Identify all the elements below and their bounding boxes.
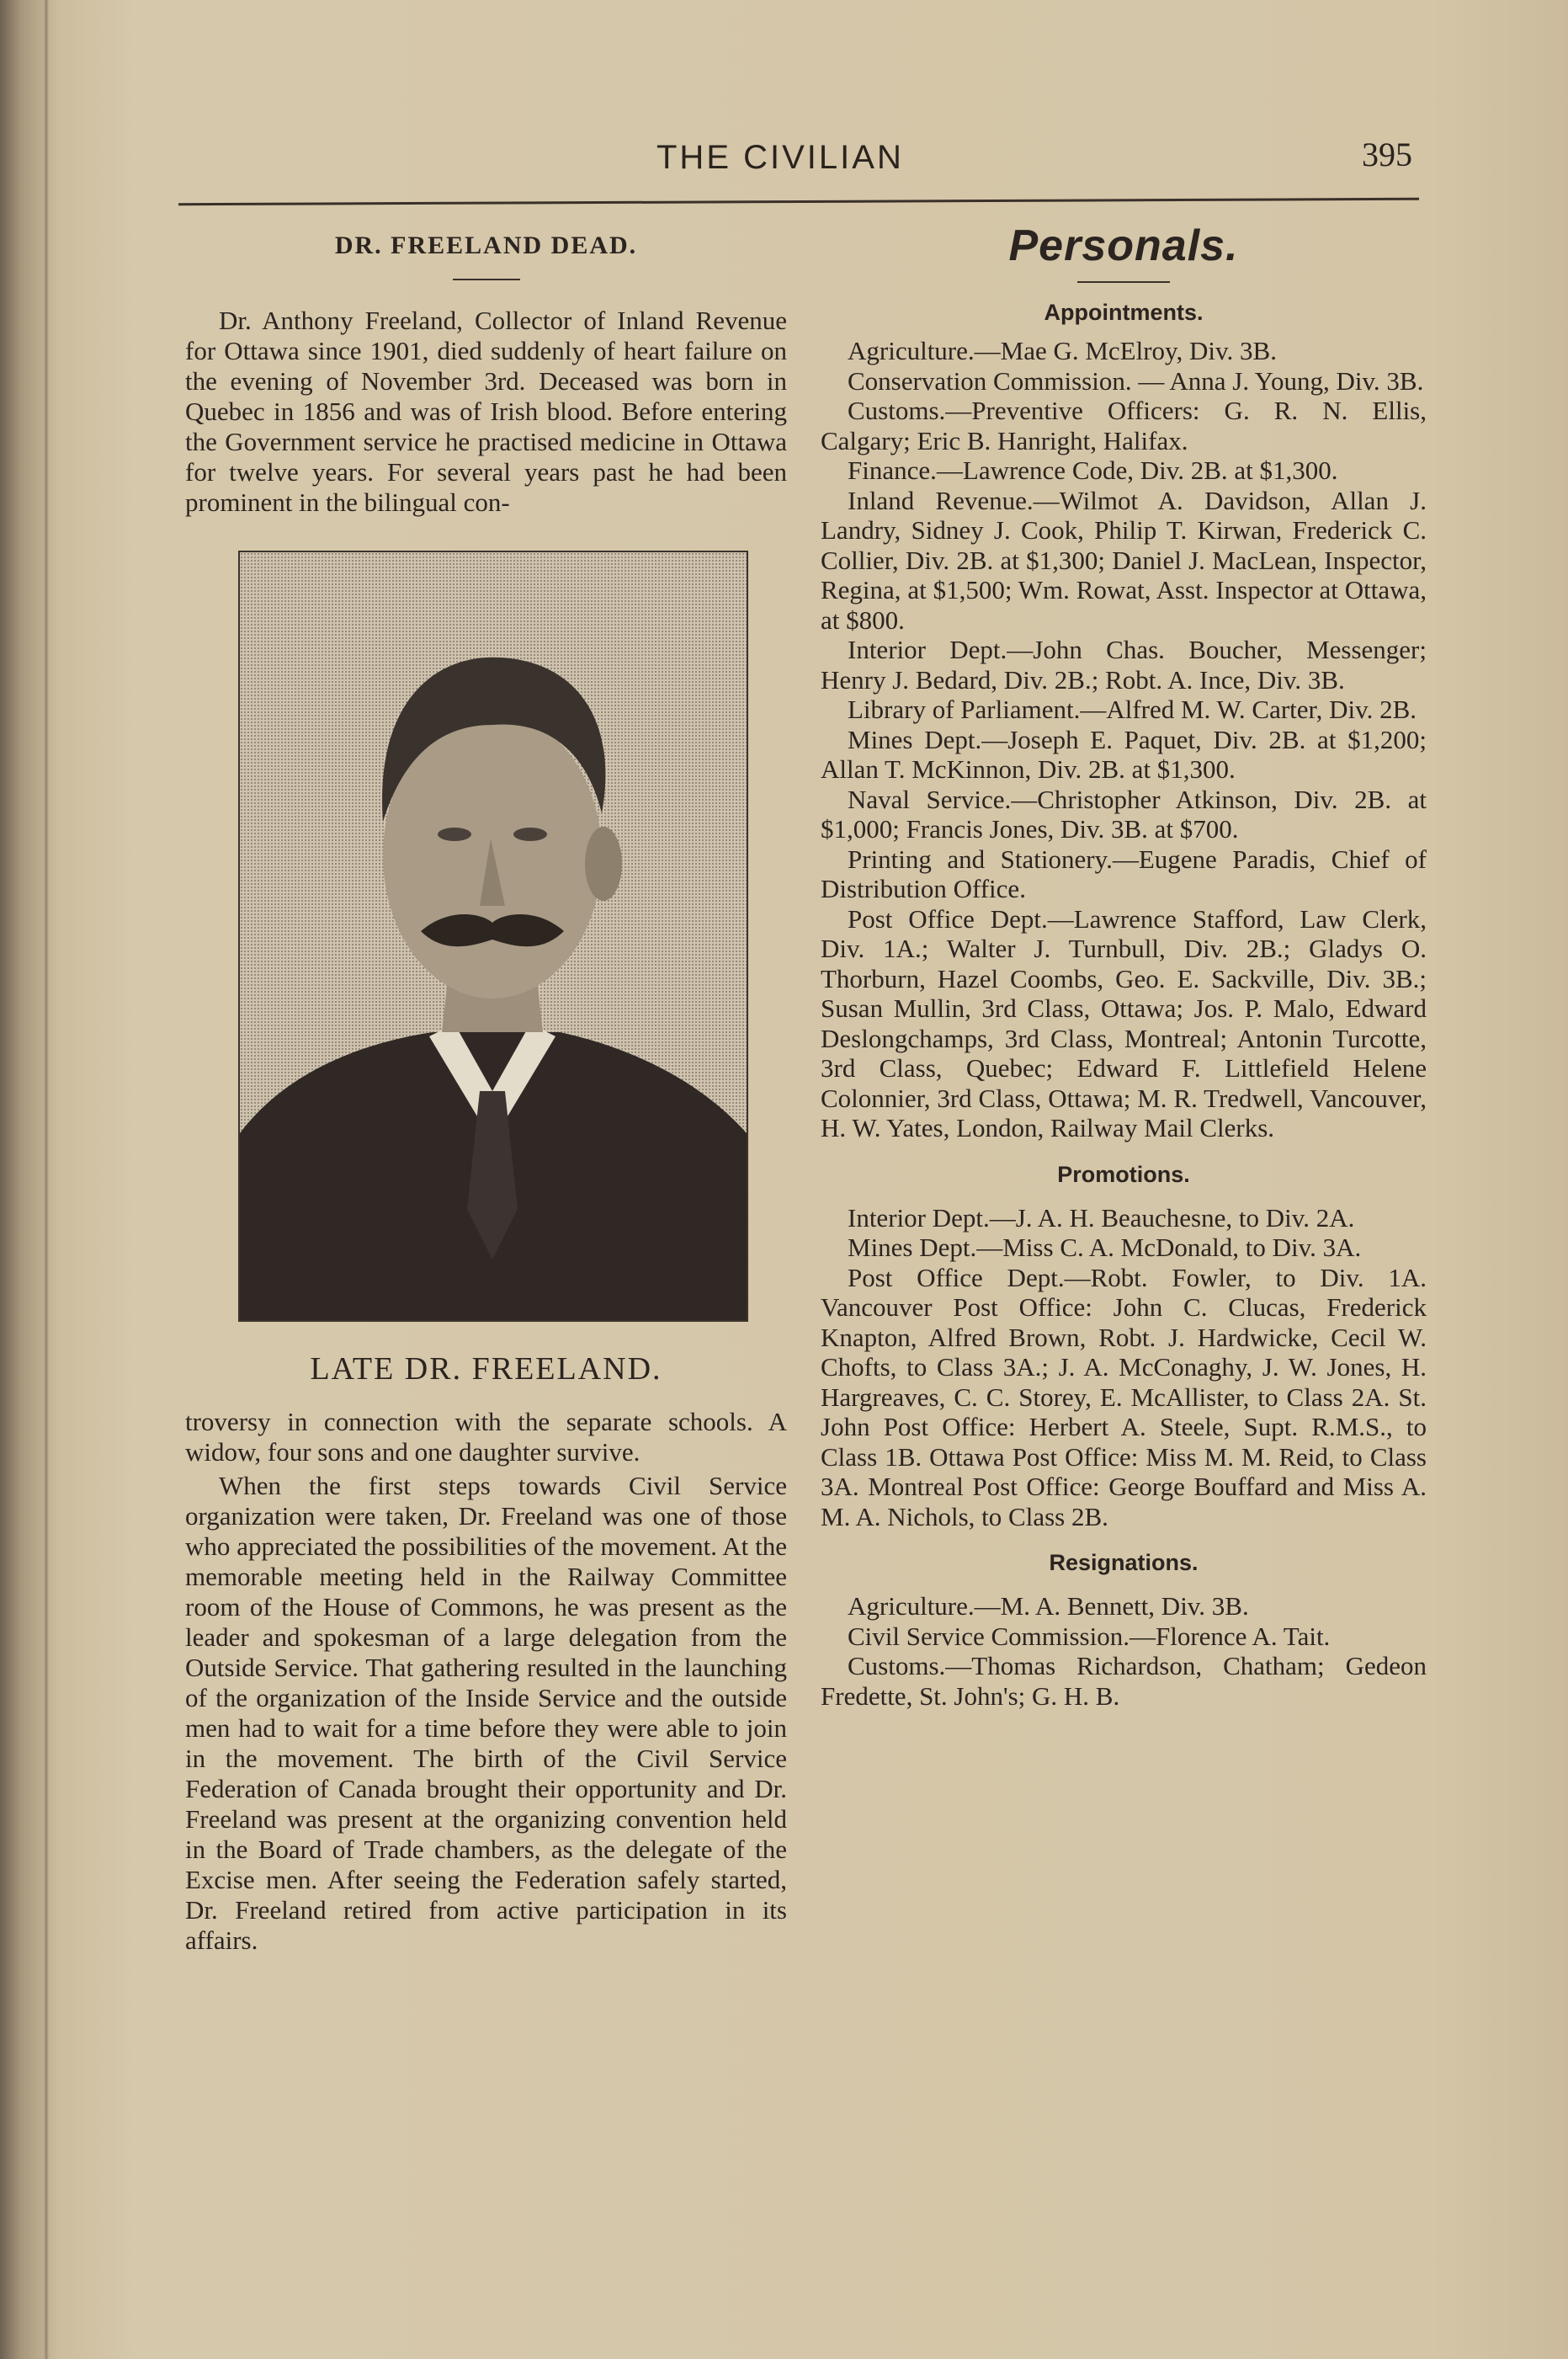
appointments-heading: Appointments. — [1044, 300, 1204, 325]
promotion-entry: Post Office Dept.—Robt. Fowler, to Div. 1A. Vancouver Post Office: John C. Clucas, Frederick Knapton, Alfred Brown, Robt. J. Hardwicke, Cecil W. Chofts, to Class 3A.; J. A. McConaghy, J. W. Jones, H. Hargreaves, C. C. Storey, E. McAllister, to Class 2A. St. John Post Office: Herbert A. Steele, Supt. R.M.S., to Class 1B. Ottawa Post Office: Miss M. M. Reid, to Class 3A. Montreal Post Office: George Bouffard and Miss A. M. A. Nichols, to Class 2B. — [821, 1262, 1427, 1531]
header-rule — [178, 198, 1419, 205]
appointment-entry: Customs.—Preventive Officers: G. R. N. Ellis, Calgary; Eric B. Hanright, Halifax. — [821, 396, 1427, 455]
article-paragraph-3: When the first steps towards Civil Service organization were taken, Dr. Freeland was one of those who appreciated the possibilities of the movement. At the memorable meeting held in the Railway Committee room of the House of Commons, he was present as the leader and spokesman of a large delegation from the Outside Service. That gathering resulted in the launching of the organization of the Inside Service and the outside men had to wait for a time before they were able to join in the movement. The birth of the Civil Service Federation of Canada brought their opportunity and Dr. Freeland was present at the organizing convention held in the Board of Trade chambers, as the delegate of the Excise men. After seeing the Federation safely started, Dr. Freeland retired from active participation in its affairs. — [185, 1471, 787, 1955]
appointment-entry: Conservation Commission. — Anna J. Young, Div. 3B. — [848, 365, 1424, 396]
resignation-entry: Customs.—Thomas Richardson, Chatham; Gedeon Fredette, St. John's; G. H. B. — [821, 1651, 1427, 1711]
promotion-entry: Mines Dept.—Miss C. A. McDonald, to Div. 3A. — [848, 1233, 1362, 1262]
portrait-image — [240, 552, 747, 1320]
binding-gutter — [44, 0, 49, 2359]
article-column — [185, 232, 787, 1956]
appointment-entry: Mines Dept.—Joseph E. Paquet, Div. 2B. at $1,200; Allan T. McKinnon, Div. 2B. at $1,300. — [821, 724, 1427, 784]
page-number: 395 — [1362, 136, 1412, 173]
resignations-heading: Resignations. — [1049, 1550, 1199, 1575]
personals-column — [821, 221, 1427, 1711]
appointment-entry: Post Office Dept.—Lawrence Stafford, Law Clerk, Div. 1A.; Walter J. Turnbull, Div. 2B.; Gladys O. Thorburn, Hazel Coombs, Geo. E. Sackville, Div. 3B.; Susan Mullin, 3rd Class, Ottawa; Jos. P. Malo, Edward Deslongchamps, 3rd Class, Montreal; Antonin Turcotte, 3rd Class, Quebec; Edward F. Littlefield Helene Colonnier, 3rd Class, Ottawa; M. R. Tredwell, Vancouver, H. W. Yates, London, Railway Mail Clerks. — [821, 903, 1427, 1142]
appointment-entry: Finance.—Lawrence Code, Div. 2B. at $1,300. — [848, 455, 1338, 485]
appointment-entry: Interior Dept.—John Chas. Boucher, Messenger; Henry J. Bedard, Div. 2B.; Robt. A. Ince, Div. 3B. — [821, 635, 1427, 695]
appointment-entry: Naval Service.—Christopher Atkinson, Div. 2B. at $1,000; Francis Jones, Div. 3B. at $700. — [821, 784, 1427, 844]
photo-caption: LATE DR. FREELAND. — [310, 1351, 662, 1387]
running-head: THE CIVILIAN — [656, 139, 904, 176]
portrait-figure — [185, 546, 787, 1397]
title-divider — [453, 279, 520, 280]
appointment-entry: Library of Parliament.—Alfred M. W. Carter, Div. 2B. — [848, 695, 1417, 724]
article-paragraph-2: troversy in connection with the separate schools. A widow, four sons and one daughter survive. — [185, 1407, 787, 1467]
article-title: DR. FREELAND DEAD. — [334, 232, 638, 259]
promotion-entry: Interior Dept.—J. A. H. Beauchesne, to Div. 2A. — [848, 1202, 1355, 1233]
resignation-entry: Agriculture.—M. A. Bennett, Div. 3B. — [848, 1591, 1249, 1621]
section-title: Personals. — [1008, 221, 1239, 270]
article-paragraph-1: Dr. Anthony Freeland, Collector of Inland Revenue for Ottawa since 1901, died suddenly of heart failure on the evening of November 3rd. Deceased was born in Quebec in 1856 and was of Irish blood. Before entering the Government service he practised medicine in Ottawa for twelve years. For several years past he had been prominent in the bilingual con- — [185, 306, 787, 517]
section-divider — [1077, 281, 1170, 283]
appointment-entry: Printing and Stationery.—Eugene Paradis, Chief of Distribution Office. — [821, 844, 1427, 903]
portrait-photo — [238, 551, 748, 1322]
resignation-entry: Civil Service Commission.—Florence A. Tait. — [848, 1621, 1331, 1651]
appointment-entry: Agriculture.—Mae G. McElroy, Div. 3B. — [848, 336, 1277, 365]
appointment-entry: Inland Revenue.—Wilmot A. Davidson, Allan J. Landry, Sidney J. Cook, Philip T. Kirwan, Frederick C. Collier, Div. 2B. at $1,300; Daniel J. MacLean, Inspector, Regina, at $1,500; Wm. Rowat, Asst. Inspector at Ottawa, at $800. — [821, 485, 1427, 635]
promotions-heading: Promotions. — [1057, 1161, 1190, 1187]
